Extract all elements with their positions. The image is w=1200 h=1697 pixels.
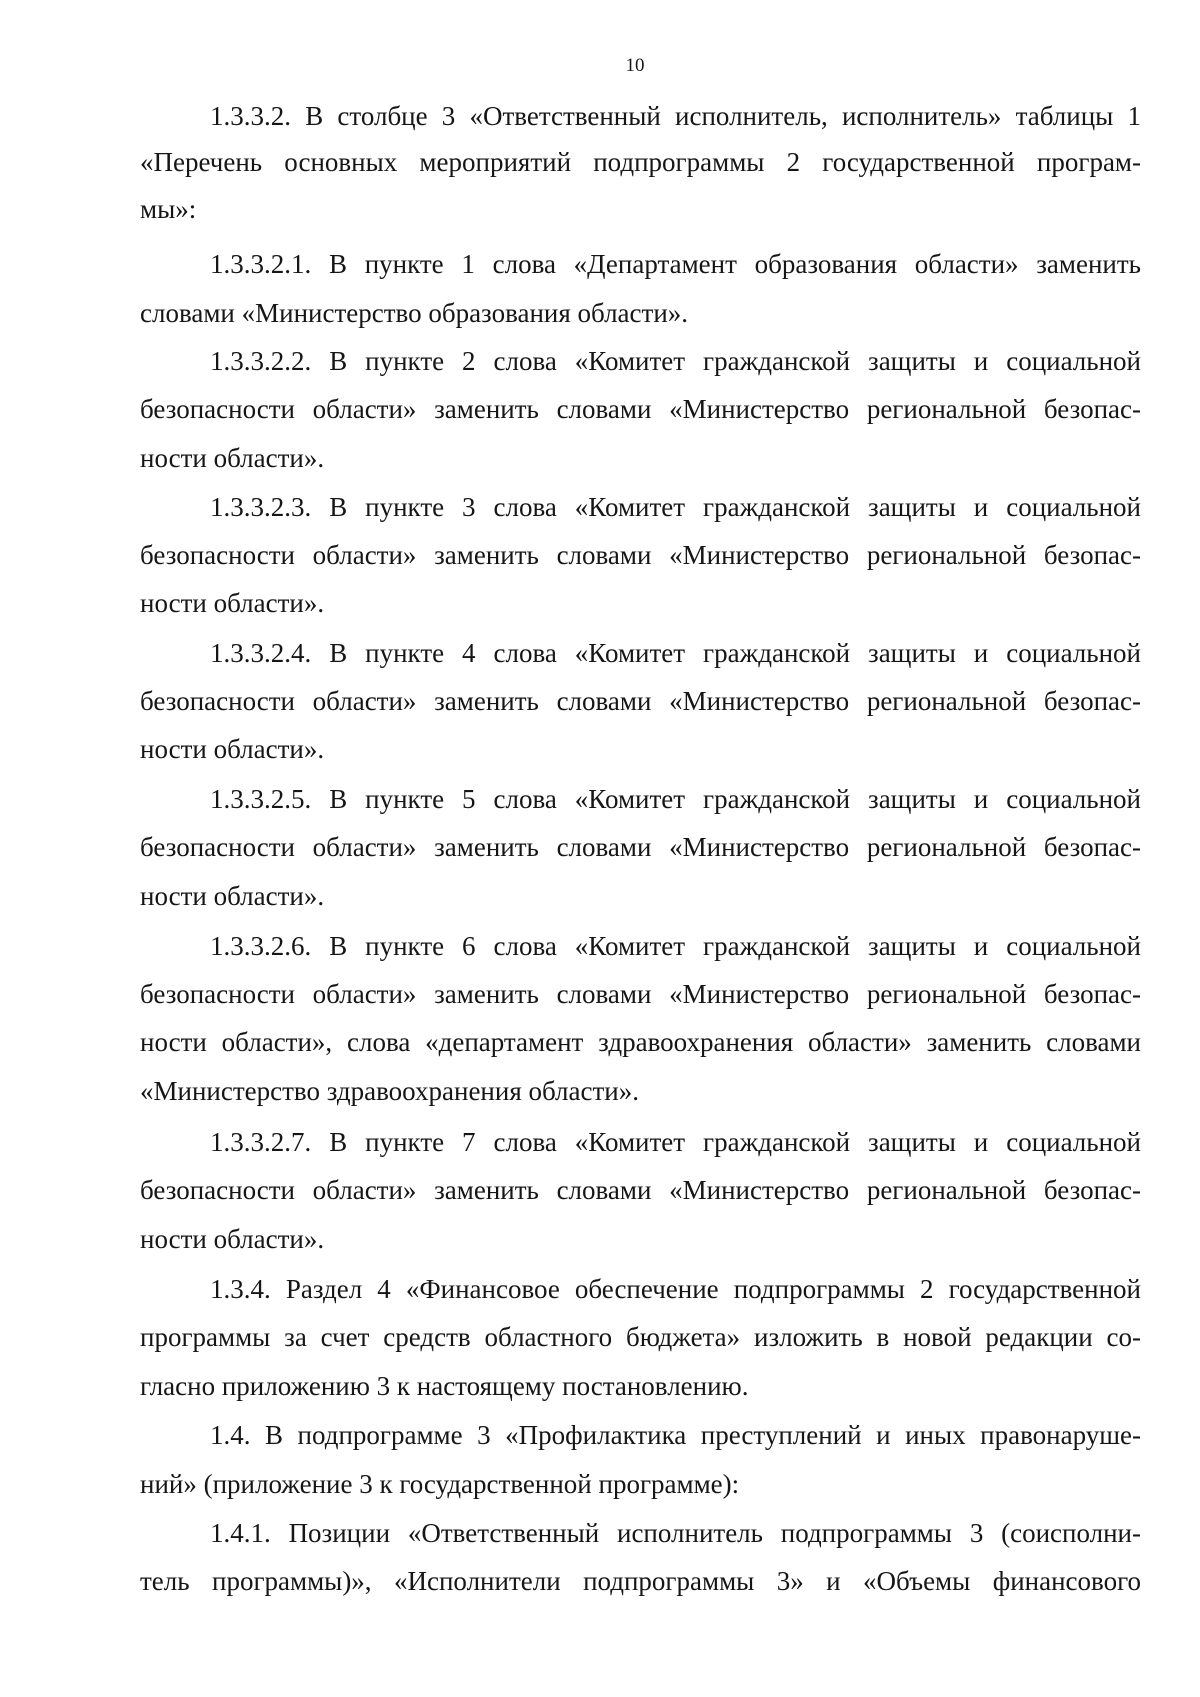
text-line: 1.3.3.2.1. В пункте 1 слова «Департамент образования области» заменить <box>210 249 1141 279</box>
text-line: словами «Министерство образования области». <box>140 298 689 328</box>
text-line: 1.3.4. Раздел 4 «Финансовое обеспечение подпрограммы 2 государственной <box>210 1274 1141 1304</box>
text-line: 1.3.3.2.2. В пункте 2 слова «Комитет гражданской защиты и социальной <box>210 346 1141 376</box>
text-line: ности области». <box>140 588 325 618</box>
text-line: гласно приложению 3 к настоящему постановлению. <box>140 1371 749 1401</box>
text-line: 1.3.3.2.3. В пункте 3 слова «Комитет гражданской защиты и социальной <box>210 492 1141 522</box>
text-line: ности области». <box>140 881 325 911</box>
text-line: ности области». <box>140 1224 325 1254</box>
text-line: ности области», слова «департамент здравоохранения области» заменить словами <box>140 1027 1141 1057</box>
text-line: безопасности области» заменить словами «Министерство региональной безопас- <box>140 686 1141 716</box>
text-line: безопасности области» заменить словами «Министерство региональной безопас- <box>140 540 1141 570</box>
text-line: 1.3.3.2. В столбце 3 «Ответственный исполнитель, исполнитель» таблицы 1 <box>210 101 1141 131</box>
text-line: тель программы)», «Исполнители подпрограммы 3» и «Объемы финансового <box>140 1566 1141 1596</box>
text-line: безопасности области» заменить словами «Министерство региональной безопас- <box>140 979 1141 1009</box>
text-line: безопасности области» заменить словами «Министерство региональной безопас- <box>140 1175 1141 1205</box>
text-line: 1.4.1. Позиции «Ответственный исполнитель подпрограммы 3 (соисполни- <box>210 1518 1141 1548</box>
text-line: «Перечень основных мероприятий подпрограммы 2 государственной програм- <box>140 147 1141 177</box>
text-line: 1.3.3.2.6. В пункте 6 слова «Комитет гражданской защиты и социальной <box>210 931 1141 961</box>
text-line: ний» (приложение 3 к государственной программе): <box>140 1469 740 1499</box>
text-line: 1.3.3.2.4. В пункте 4 слова «Комитет гражданской защиты и социальной <box>210 638 1141 668</box>
text-line: безопасности области» заменить словами «Министерство региональной безопас- <box>140 394 1141 424</box>
page-number: 10 <box>625 55 645 76</box>
text-line: 1.3.3.2.5. В пункте 5 слова «Комитет гражданской защиты и социальной <box>210 784 1141 814</box>
text-line: 1.4. В подпрограмме 3 «Профилактика преступлений и иных правонаруше- <box>210 1420 1141 1450</box>
text-line: «Министерство здравоохранения области». <box>140 1076 639 1106</box>
text-line: 1.3.3.2.7. В пункте 7 слова «Комитет гражданской защиты и социальной <box>210 1127 1141 1157</box>
text-line: ности области». <box>140 734 325 764</box>
text-line: ности области». <box>140 443 325 473</box>
text-line: программы за счет средств областного бюджета» изложить в новой редакции со- <box>140 1322 1141 1352</box>
text-line: мы»: <box>140 194 197 224</box>
text-line: безопасности области» заменить словами «Министерство региональной безопас- <box>140 832 1141 862</box>
